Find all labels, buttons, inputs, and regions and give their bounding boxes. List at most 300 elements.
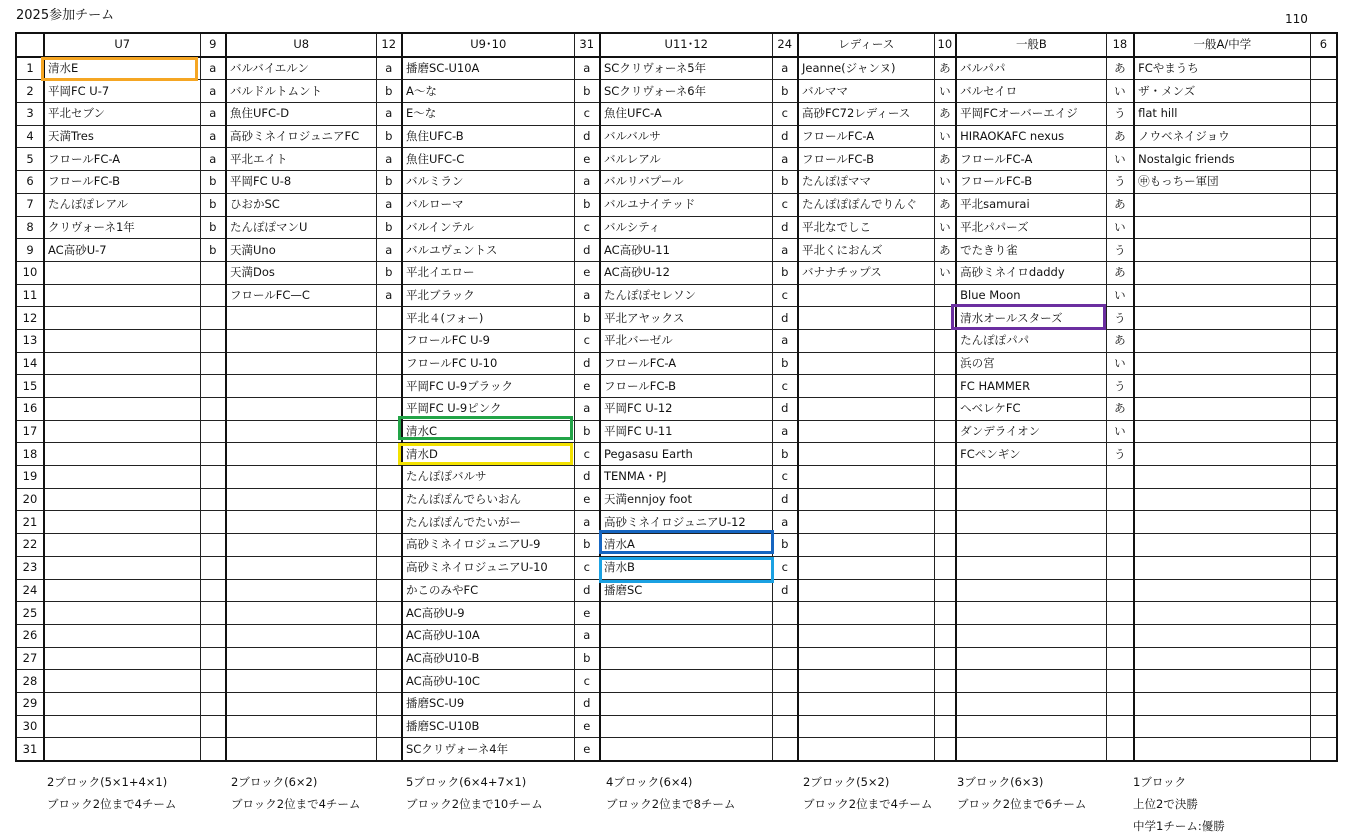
row-number: 13: [16, 329, 44, 352]
row-number: 9: [16, 239, 44, 262]
team-cell: ㊥もっちー軍団: [1134, 171, 1310, 194]
team-cell: クリヴォーネ1年: [44, 216, 200, 239]
row-number: 15: [16, 375, 44, 398]
block-cell: [200, 579, 226, 602]
team-cell: [600, 624, 772, 647]
team-cell: 平北パパーズ: [956, 216, 1106, 239]
team-cell: SCクリヴォーネ4年: [402, 738, 574, 761]
team-cell: HIRAOKAFC nexus: [956, 125, 1106, 148]
block-cell: [1310, 398, 1337, 421]
team-cell: [600, 670, 772, 693]
block-cell: [200, 443, 226, 466]
team-cell: ひおかSC: [226, 193, 376, 216]
block-cell: [1310, 103, 1337, 126]
table-row: [16, 125, 1337, 148]
block-cell: [1106, 511, 1134, 534]
team-cell: [956, 579, 1106, 602]
block-cell: a: [200, 57, 226, 80]
team-cell: [1134, 534, 1310, 557]
team-cell: [44, 261, 200, 284]
block-cell: e: [574, 602, 600, 625]
team-cell: [226, 579, 376, 602]
block-cell: [200, 715, 226, 738]
block-cell: [376, 738, 402, 761]
block-cell: [1106, 738, 1134, 761]
team-cell: へベレケFC: [956, 398, 1106, 421]
team-cell: [226, 375, 376, 398]
block-cell: [376, 511, 402, 534]
team-cell: [956, 647, 1106, 670]
team-cell: 播磨SC-U9: [402, 692, 574, 715]
team-cell: 高砂ミネイロジュニアU-12: [600, 511, 772, 534]
team-cell: 播磨SC: [600, 579, 772, 602]
block-cell: b: [200, 216, 226, 239]
block-cell: b: [772, 534, 798, 557]
team-cell: [226, 692, 376, 715]
note-line: 4ブロック(6×4): [606, 775, 693, 789]
team-cell: [956, 511, 1106, 534]
table-row: [16, 511, 1337, 534]
note-line: ブロック2位まで10チーム: [406, 797, 543, 811]
team-cell: フロールFC-A: [798, 125, 934, 148]
block-cell: a: [376, 193, 402, 216]
block-cell: [376, 352, 402, 375]
block-cell: b: [574, 647, 600, 670]
team-cell: フロールFC U-10: [402, 352, 574, 375]
block-cell: a: [574, 511, 600, 534]
team-cell: [798, 329, 934, 352]
table-row: [16, 692, 1337, 715]
block-cell: あ: [1106, 193, 1134, 216]
block-cell: [200, 670, 226, 693]
block-cell: c: [772, 556, 798, 579]
block-cell: [1310, 692, 1337, 715]
block-cell: d: [772, 488, 798, 511]
block-cell: d: [574, 239, 600, 262]
row-number: 25: [16, 602, 44, 625]
category-note: [803, 771, 932, 815]
team-cell: [798, 647, 934, 670]
note-line: 5ブロック(6×4+7×1): [406, 775, 527, 789]
team-cell: AC高砂U-11: [600, 239, 772, 262]
team-cell: 清水C: [402, 420, 574, 443]
block-cell: [934, 352, 956, 375]
team-cell: [798, 466, 934, 489]
block-cell: [376, 556, 402, 579]
block-cell: [200, 284, 226, 307]
team-cell: [44, 602, 200, 625]
team-cell: バルママ: [798, 80, 934, 103]
team-cell: [1134, 715, 1310, 738]
block-cell: d: [772, 398, 798, 421]
block-cell: [376, 329, 402, 352]
block-cell: い: [934, 171, 956, 194]
block-cell: [1310, 466, 1337, 489]
team-cell: バルユヴェントス: [402, 239, 574, 262]
note-line: 上位2で決勝: [1133, 797, 1198, 811]
block-cell: c: [772, 375, 798, 398]
team-cell: 播磨SC-U10A: [402, 57, 574, 80]
team-cell: 高砂FC72レディース: [798, 103, 934, 126]
category-note: [606, 771, 735, 815]
block-cell: [772, 738, 798, 761]
block-cell: [934, 602, 956, 625]
team-cell: たんぽぽマンU: [226, 216, 376, 239]
team-cell: [798, 692, 934, 715]
block-cell: a: [376, 57, 402, 80]
block-cell: [1310, 193, 1337, 216]
block-cell: b: [574, 534, 600, 557]
team-cell: FC HAMMER: [956, 375, 1106, 398]
team-cell: [798, 307, 934, 330]
block-cell: [200, 398, 226, 421]
block-cell: a: [376, 239, 402, 262]
block-cell: [772, 624, 798, 647]
team-cell: [226, 329, 376, 352]
team-cell: 平岡FC U-12: [600, 398, 772, 421]
block-cell: [934, 443, 956, 466]
category-note: [406, 771, 543, 815]
team-cell: 魚住UFC-C: [402, 148, 574, 171]
team-cell: フロールFC-B: [600, 375, 772, 398]
block-cell: [376, 488, 402, 511]
team-cell: 平北バーゼル: [600, 329, 772, 352]
team-cell: [44, 466, 200, 489]
block-cell: [376, 443, 402, 466]
block-cell: [200, 420, 226, 443]
team-cell: ダンデライオン: [956, 420, 1106, 443]
category-header: U9･10: [402, 33, 574, 57]
block-cell: い: [1106, 80, 1134, 103]
row-number: 6: [16, 171, 44, 194]
block-cell: [934, 670, 956, 693]
block-cell: あ: [1106, 57, 1134, 80]
team-cell: [600, 715, 772, 738]
table-row: [16, 103, 1337, 126]
team-cell: A～な: [402, 80, 574, 103]
block-cell: d: [574, 352, 600, 375]
team-cell: [956, 488, 1106, 511]
table-row: [16, 420, 1337, 443]
block-cell: a: [772, 329, 798, 352]
block-cell: [200, 511, 226, 534]
team-cell: [44, 420, 200, 443]
block-cell: い: [1106, 420, 1134, 443]
category-note: [47, 771, 176, 815]
note-line: ブロック2位まで4チーム: [47, 797, 177, 811]
team-cell: [1134, 556, 1310, 579]
team-cell: [798, 738, 934, 761]
block-cell: c: [574, 103, 600, 126]
table-row: [16, 375, 1337, 398]
block-cell: い: [934, 80, 956, 103]
block-cell: い: [1106, 148, 1134, 171]
block-cell: [1106, 466, 1134, 489]
team-cell: フロールFC-A: [600, 352, 772, 375]
table-row: [16, 171, 1337, 194]
table-row: [16, 216, 1337, 239]
header-corner: [16, 33, 44, 57]
block-cell: c: [772, 103, 798, 126]
team-cell: [1134, 466, 1310, 489]
category-header: U7: [44, 33, 200, 57]
team-cell: [1134, 307, 1310, 330]
team-cell: [44, 329, 200, 352]
team-cell: [226, 534, 376, 557]
block-cell: [200, 738, 226, 761]
team-cell: 天満ennjoy foot: [600, 488, 772, 511]
block-cell: [376, 579, 402, 602]
team-cell: AC高砂U-9: [402, 602, 574, 625]
team-cell: FCペンギン: [956, 443, 1106, 466]
team-cell: [44, 624, 200, 647]
team-cell: [226, 715, 376, 738]
team-cell: [226, 556, 376, 579]
table-row: [16, 193, 1337, 216]
team-cell: 清水オールスターズ: [956, 307, 1106, 330]
team-cell: [956, 624, 1106, 647]
block-cell: [376, 602, 402, 625]
team-cell: Blue Moon: [956, 284, 1106, 307]
team-cell: バルセイロ: [956, 80, 1106, 103]
row-number: 20: [16, 488, 44, 511]
team-cell: [44, 352, 200, 375]
team-cell: [1134, 692, 1310, 715]
team-cell: [798, 624, 934, 647]
note-line: 3ブロック(6×3): [957, 775, 1044, 789]
category-count: 9: [200, 33, 226, 57]
block-cell: [1310, 171, 1337, 194]
team-cell: FCやまうち: [1134, 57, 1310, 80]
team-cell: 平北アヤックス: [600, 307, 772, 330]
block-cell: [1310, 284, 1337, 307]
team-cell: バルローマ: [402, 193, 574, 216]
team-cell: [798, 670, 934, 693]
block-cell: あ: [1106, 329, 1134, 352]
block-cell: [376, 534, 402, 557]
row-number: 7: [16, 193, 44, 216]
team-cell: フロールFC—C: [226, 284, 376, 307]
team-cell: [44, 692, 200, 715]
table-row: [16, 443, 1337, 466]
team-cell: [44, 738, 200, 761]
note-line: ブロック2位まで4チーム: [231, 797, 361, 811]
team-cell: Nostalgic friends: [1134, 148, 1310, 171]
category-header: U8: [226, 33, 376, 57]
block-cell: a: [200, 103, 226, 126]
block-cell: [1310, 443, 1337, 466]
team-cell: [600, 738, 772, 761]
table-row: [16, 352, 1337, 375]
block-cell: [200, 261, 226, 284]
team-cell: 平北４(フォー): [402, 307, 574, 330]
team-cell: [1134, 352, 1310, 375]
block-cell: [1106, 692, 1134, 715]
team-cell: [226, 511, 376, 534]
block-cell: い: [934, 125, 956, 148]
block-cell: d: [772, 307, 798, 330]
team-cell: 高砂ミネイロジュニアU-10: [402, 556, 574, 579]
team-cell: でたきり雀: [956, 239, 1106, 262]
team-cell: 清水A: [600, 534, 772, 557]
block-cell: [376, 420, 402, 443]
total-count: 110: [1285, 12, 1308, 26]
row-number: 3: [16, 103, 44, 126]
team-cell: フロールFC-A: [956, 148, 1106, 171]
block-cell: [1310, 579, 1337, 602]
row-number: 4: [16, 125, 44, 148]
block-cell: [934, 715, 956, 738]
category-header: 一般B: [956, 33, 1106, 57]
team-cell: AC高砂U-10C: [402, 670, 574, 693]
row-number: 28: [16, 670, 44, 693]
block-cell: [200, 307, 226, 330]
note-line: ブロック2位まで6チーム: [957, 797, 1087, 811]
block-cell: あ: [934, 193, 956, 216]
block-cell: [934, 579, 956, 602]
team-cell: バルインテル: [402, 216, 574, 239]
team-cell: [226, 352, 376, 375]
team-cell: フロールFC-B: [44, 171, 200, 194]
team-cell: フロールFC-B: [798, 148, 934, 171]
block-cell: b: [574, 307, 600, 330]
team-cell: バルドルトムント: [226, 80, 376, 103]
block-cell: d: [574, 466, 600, 489]
block-cell: [1310, 738, 1337, 761]
team-cell: バルパパ: [956, 57, 1106, 80]
row-number: 21: [16, 511, 44, 534]
block-cell: d: [772, 579, 798, 602]
team-cell: 清水B: [600, 556, 772, 579]
table-row: [16, 488, 1337, 511]
team-cell: 平岡FC U-11: [600, 420, 772, 443]
block-cell: b: [376, 171, 402, 194]
block-cell: c: [574, 556, 600, 579]
block-cell: [376, 307, 402, 330]
team-cell: [44, 511, 200, 534]
category-count: 18: [1106, 33, 1134, 57]
block-cell: [1310, 261, 1337, 284]
block-cell: [1106, 624, 1134, 647]
block-cell: [1310, 511, 1337, 534]
team-cell: [44, 670, 200, 693]
team-cell: 天満Uno: [226, 239, 376, 262]
block-cell: [1310, 239, 1337, 262]
block-cell: [1310, 534, 1337, 557]
block-cell: a: [574, 171, 600, 194]
table-row: [16, 148, 1337, 171]
team-cell: [956, 738, 1106, 761]
block-cell: [1106, 602, 1134, 625]
block-cell: [934, 534, 956, 557]
team-cell: [226, 398, 376, 421]
team-cell: たんぽぽバルサ: [402, 466, 574, 489]
team-cell: [44, 443, 200, 466]
page-title: 2025参加チーム: [16, 8, 115, 23]
block-cell: [376, 624, 402, 647]
block-cell: [1310, 375, 1337, 398]
block-cell: [1310, 556, 1337, 579]
team-cell: 平岡FC U-9ブラック: [402, 375, 574, 398]
block-cell: a: [574, 57, 600, 80]
team-cell: [226, 443, 376, 466]
block-cell: [200, 624, 226, 647]
block-cell: [1310, 216, 1337, 239]
block-cell: [1310, 647, 1337, 670]
team-cell: バルリバプール: [600, 171, 772, 194]
category-count: 31: [574, 33, 600, 57]
row-number: 11: [16, 284, 44, 307]
block-cell: [772, 692, 798, 715]
team-cell: 魚住UFC-A: [600, 103, 772, 126]
team-cell: AC高砂U-10A: [402, 624, 574, 647]
block-cell: [1310, 80, 1337, 103]
team-cell: 魚住UFC-D: [226, 103, 376, 126]
block-cell: [934, 375, 956, 398]
block-cell: b: [772, 171, 798, 194]
block-cell: い: [1106, 352, 1134, 375]
block-cell: う: [1106, 239, 1134, 262]
table-row: [16, 398, 1337, 421]
block-cell: b: [200, 171, 226, 194]
row-number: 23: [16, 556, 44, 579]
team-cell: ザ・メンズ: [1134, 80, 1310, 103]
block-cell: [1106, 579, 1134, 602]
team-cell: [44, 375, 200, 398]
team-cell: たんぽぽレアル: [44, 193, 200, 216]
note-line: 2ブロック(6×2): [231, 775, 318, 789]
team-cell: [226, 488, 376, 511]
team-cell: [44, 307, 200, 330]
block-cell: c: [772, 284, 798, 307]
team-cell: TENMA・PJ: [600, 466, 772, 489]
team-cell: バルシティ: [600, 216, 772, 239]
team-cell: [798, 375, 934, 398]
row-number: 22: [16, 534, 44, 557]
team-cell: 平北samurai: [956, 193, 1106, 216]
team-cell: [226, 420, 376, 443]
team-cell: 高砂ミネイロジュニアU-9: [402, 534, 574, 557]
team-cell: [1134, 239, 1310, 262]
block-cell: [934, 692, 956, 715]
block-cell: [934, 488, 956, 511]
block-cell: [200, 602, 226, 625]
team-cell: [798, 352, 934, 375]
block-cell: [200, 556, 226, 579]
team-cell: Jeanne(ジャンヌ): [798, 57, 934, 80]
block-cell: [200, 352, 226, 375]
team-cell: 平北くにおんズ: [798, 239, 934, 262]
team-cell: [1134, 579, 1310, 602]
team-cell: Pegasasu Earth: [600, 443, 772, 466]
team-cell: SCクリヴォーネ5年: [600, 57, 772, 80]
category-count: 6: [1310, 33, 1337, 57]
team-cell: [798, 602, 934, 625]
note-line: 2ブロック(5×2): [803, 775, 890, 789]
block-cell: [934, 466, 956, 489]
block-cell: [934, 398, 956, 421]
team-cell: [600, 602, 772, 625]
team-cell: [1134, 420, 1310, 443]
block-cell: [376, 715, 402, 738]
teams-table: [15, 32, 1338, 762]
block-cell: [1106, 715, 1134, 738]
table-row: [16, 80, 1337, 103]
team-cell: [956, 534, 1106, 557]
team-cell: 高砂ミネイロdaddy: [956, 261, 1106, 284]
block-cell: [376, 375, 402, 398]
team-cell: 清水D: [402, 443, 574, 466]
